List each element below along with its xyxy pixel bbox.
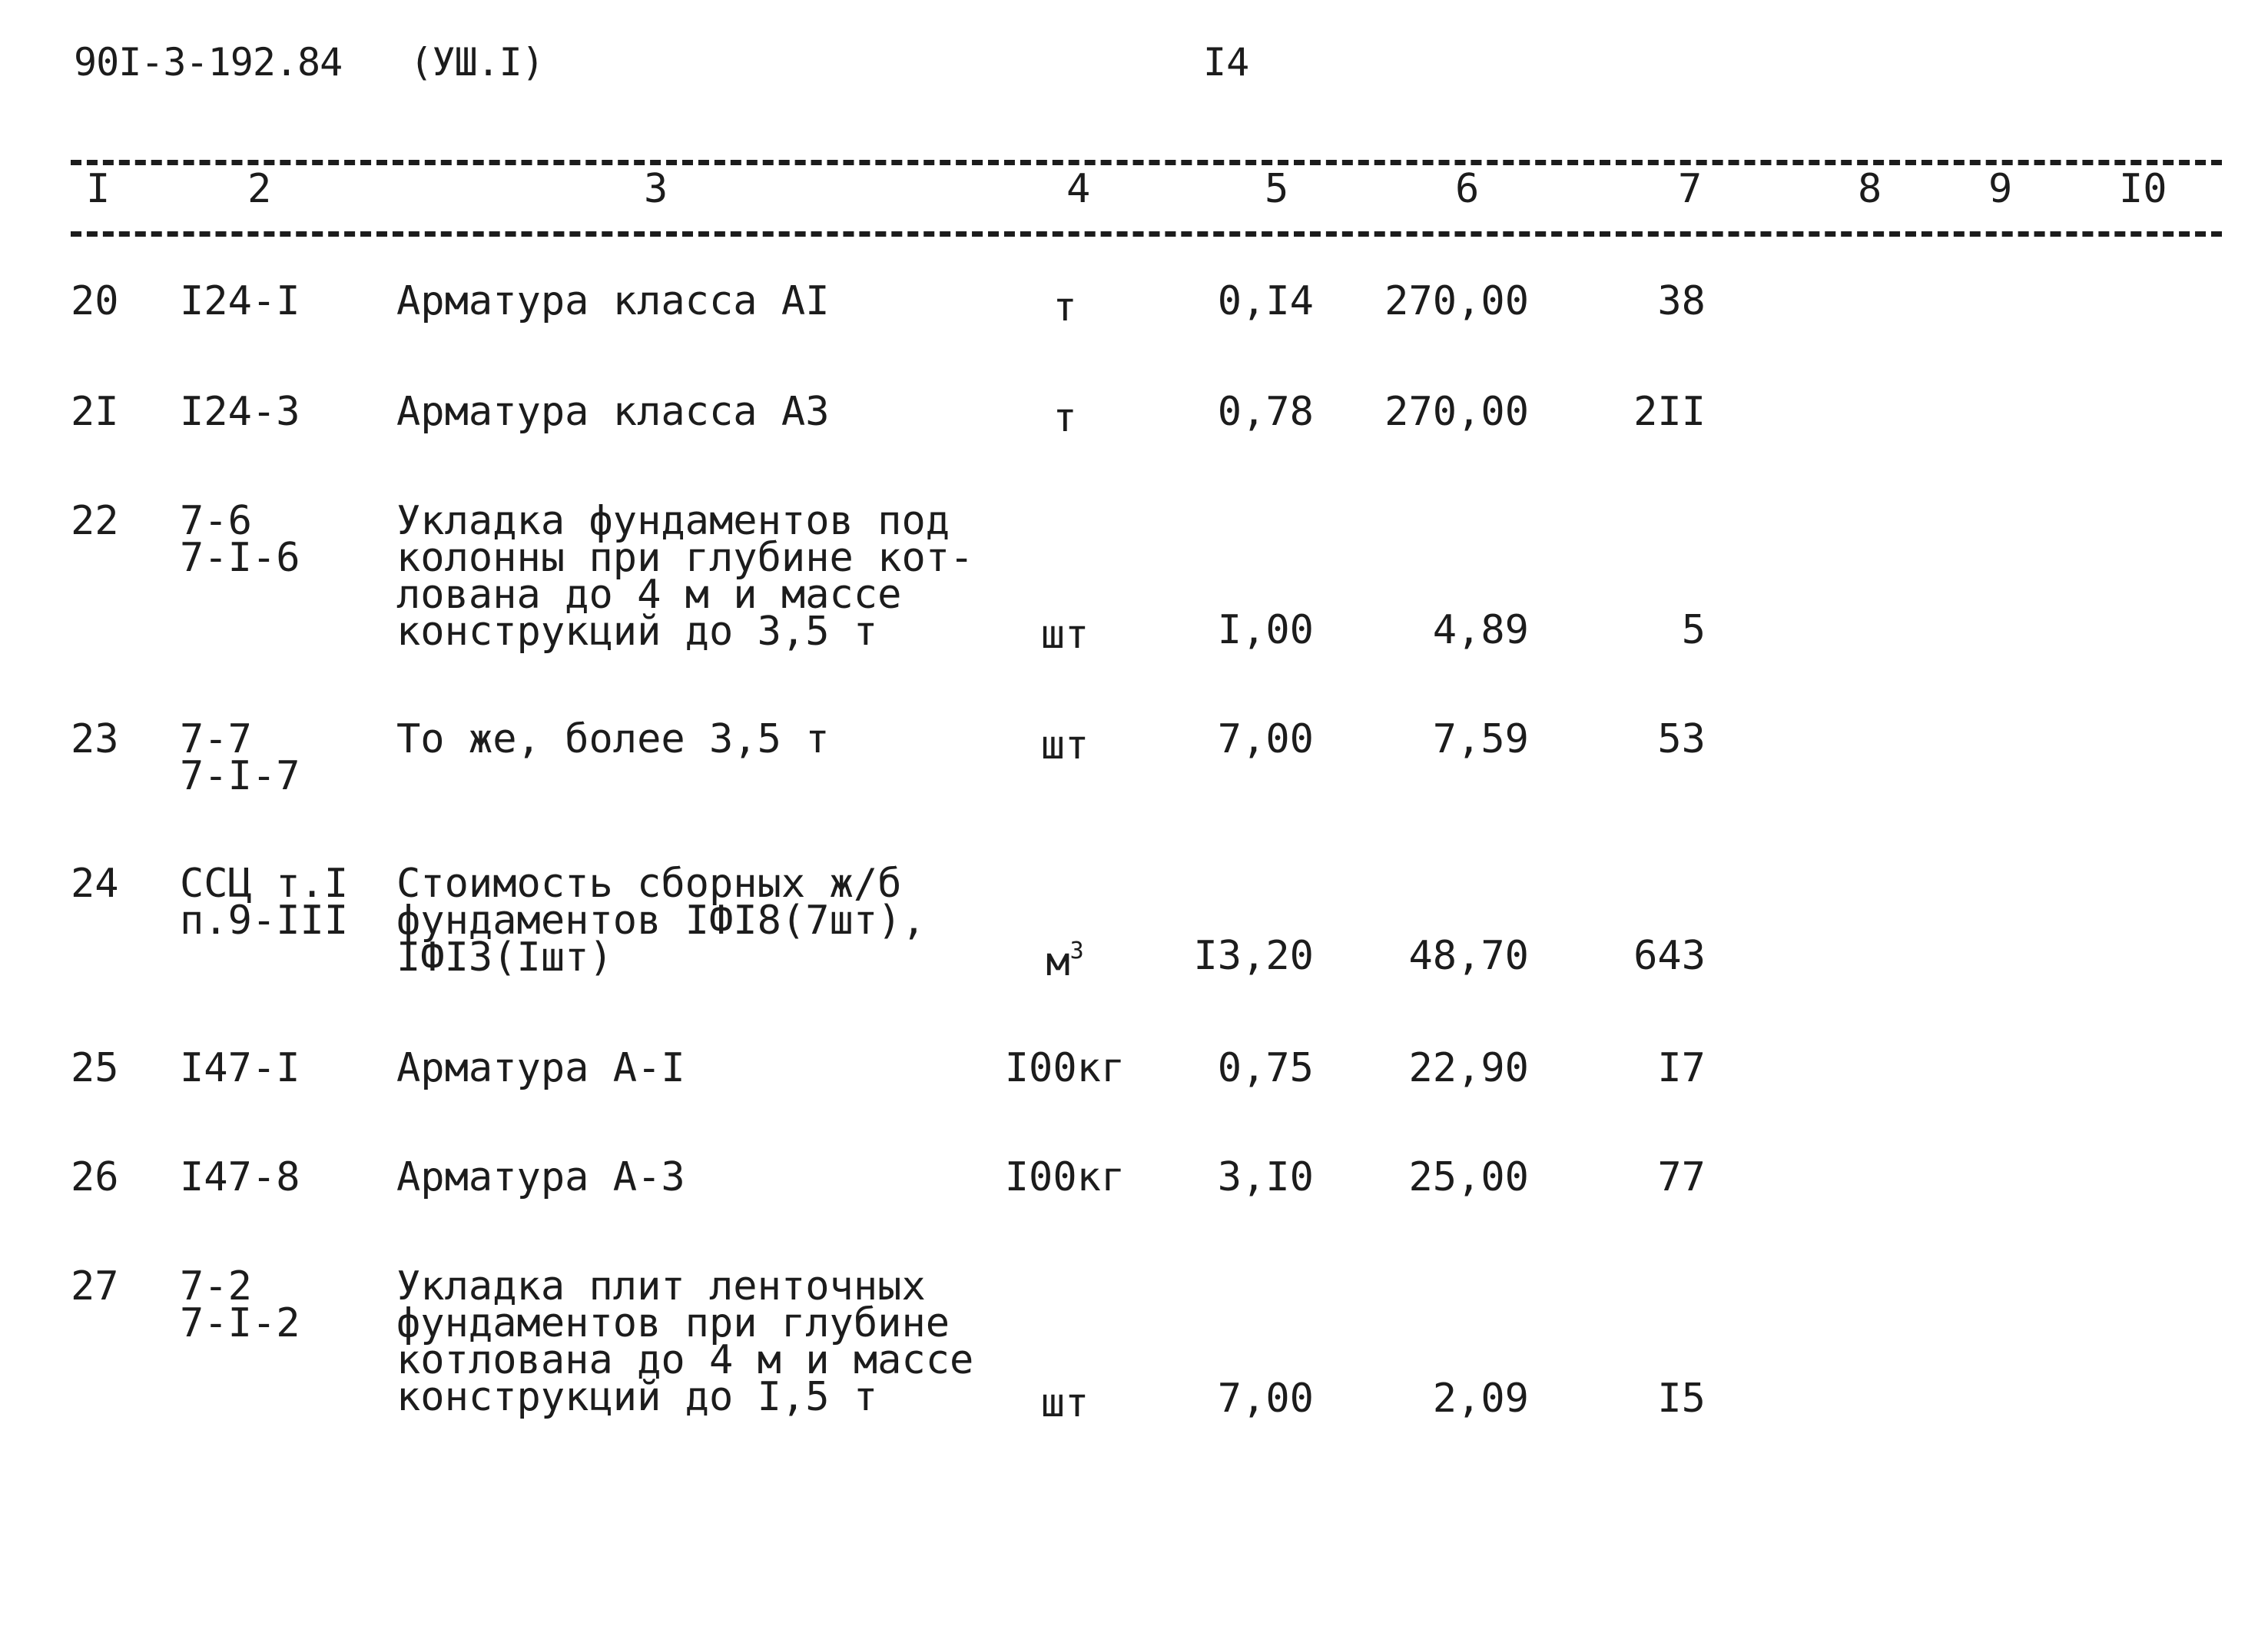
- norm-code: I24-I: [180, 278, 300, 324]
- norm-code: I47-8: [180, 1154, 300, 1200]
- norm-code: I47-I: [180, 1045, 300, 1091]
- column-header-9: 9: [1988, 166, 2013, 212]
- row-number: 26: [71, 1154, 119, 1200]
- norm-code: 7-6 7-I-6: [180, 498, 300, 581]
- work-name: Арматура класса АI: [396, 278, 830, 324]
- unit-base: м: [1046, 939, 1070, 985]
- table-top-rule: [71, 160, 2222, 165]
- quantity: I3,20: [1193, 933, 1314, 979]
- row-number: 25: [71, 1045, 119, 1091]
- unit: I00кг: [1004, 1154, 1126, 1200]
- document-code-text: 90I-3-192.84: [74, 40, 343, 85]
- total-cost: I7: [1657, 1045, 1706, 1091]
- column-header-3: 3: [644, 166, 668, 212]
- document-code: [74, 40, 544, 85]
- column-header-7: 7: [1678, 166, 1703, 212]
- unit: шт: [1040, 612, 1089, 658]
- work-name: Арматура класса А3: [396, 389, 830, 435]
- column-header-6: 6: [1455, 166, 1480, 212]
- total-cost: 2II: [1633, 389, 1706, 435]
- total-cost: 77: [1657, 1154, 1706, 1200]
- norm-code: I24-3: [180, 389, 300, 435]
- work-name: Стоимость сборных ж/б фундаментов IФI8(7шт), IФI3(Iшт): [396, 861, 926, 981]
- norm-code: 7-2 7-I-2: [180, 1263, 300, 1346]
- column-header-4: 4: [1066, 166, 1091, 212]
- unit: т: [1053, 284, 1077, 330]
- quantity: 0,75: [1217, 1045, 1314, 1091]
- column-header-10: I0: [2119, 166, 2167, 212]
- page-number: I4: [1203, 40, 1250, 85]
- row-number: 2I: [71, 389, 119, 435]
- total-cost: 5: [1681, 607, 1706, 653]
- total-cost: 38: [1657, 278, 1706, 324]
- row-number: 23: [71, 716, 119, 762]
- unit: шт: [1040, 722, 1089, 768]
- work-name: Арматура А-3: [396, 1154, 685, 1200]
- row-number: 27: [71, 1263, 119, 1309]
- document-mark: (УШ.I): [410, 40, 544, 85]
- unit: шт: [1040, 1380, 1089, 1426]
- quantity: 0,78: [1217, 389, 1314, 435]
- unit-price: 25,00: [1408, 1154, 1529, 1200]
- work-name: Укладка фундаментов под колонны при глубине кот- лована до 4 м и массе конструкций до 3,5 т: [396, 498, 974, 655]
- unit: т: [1053, 395, 1077, 441]
- total-cost: I5: [1657, 1376, 1706, 1422]
- unit-price: 4,89: [1432, 607, 1529, 653]
- work-name: Укладка плит ленточных фундаментов при глубине котлована до 4 м и массе конструкций до I,5 т: [396, 1263, 974, 1420]
- quantity: 7,00: [1217, 1376, 1314, 1422]
- table-header-rule: [71, 231, 2222, 237]
- norm-code: 7-7 7-I-7: [180, 716, 300, 799]
- norm-code: ССЦ т.I п.9-III: [180, 861, 349, 944]
- unit-price: 48,70: [1408, 933, 1529, 979]
- column-header-8: 8: [1858, 166, 1882, 212]
- unit-price: 2,09: [1432, 1376, 1529, 1422]
- work-name: Арматура А-I: [396, 1045, 685, 1091]
- total-cost: 643: [1633, 933, 1706, 979]
- unit-price: 270,00: [1384, 278, 1529, 324]
- row-number: 20: [71, 278, 119, 324]
- quantity: 3,I0: [1217, 1154, 1314, 1200]
- unit-exponent: 3: [1069, 938, 1084, 964]
- unit-price: 270,00: [1384, 389, 1529, 435]
- work-name: То же, более 3,5 т: [396, 716, 830, 762]
- unit: [988, 938, 1142, 985]
- row-number: 22: [71, 498, 119, 544]
- unit-price: 7,59: [1432, 716, 1529, 762]
- column-header-2: 2: [247, 166, 272, 212]
- column-header-1: I: [86, 166, 111, 212]
- quantity: I,00: [1217, 607, 1314, 653]
- quantity: 7,00: [1217, 716, 1314, 762]
- column-header-5: 5: [1265, 166, 1289, 212]
- row-number: 24: [71, 861, 119, 907]
- quantity: 0,I4: [1217, 278, 1314, 324]
- total-cost: 53: [1657, 716, 1706, 762]
- unit-price: 22,90: [1408, 1045, 1529, 1091]
- unit: I00кг: [1004, 1045, 1126, 1091]
